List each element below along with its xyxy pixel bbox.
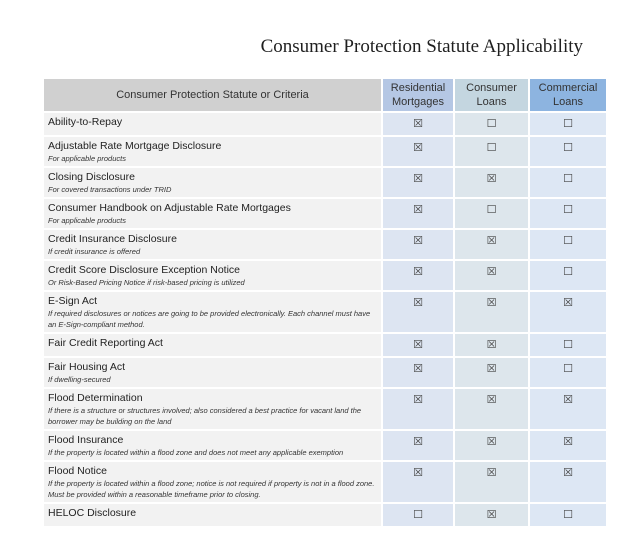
table-row <box>44 292 606 332</box>
residential-checkbox[interactable]: ☐ <box>383 504 453 526</box>
consumer-checkbox[interactable]: ☒ <box>455 168 528 197</box>
residential-checkbox[interactable]: ☒ <box>383 431 453 460</box>
statute-note: If there is a structure or structures involved; also considered a best practice for vacant land the borrower may be building on the land <box>48 406 362 426</box>
table-row <box>44 137 606 166</box>
table-row <box>44 358 606 387</box>
statute-cell <box>44 462 381 502</box>
consumer-checkbox[interactable]: ☒ <box>455 334 528 356</box>
consumer-checkbox[interactable]: ☒ <box>455 389 528 429</box>
consumer-checkbox[interactable]: ☒ <box>455 358 528 387</box>
commercial-checkbox[interactable]: ☐ <box>530 137 606 166</box>
commercial-checkbox[interactable]: ☐ <box>530 113 606 135</box>
commercial-checkbox[interactable]: ☐ <box>530 168 606 197</box>
statute-cell <box>44 431 381 460</box>
residential-checkbox[interactable]: ☒ <box>383 292 453 332</box>
statute-note: If the property is located within a flood zone; notice is not required if property is not in a flood zone. Must be provided within a reasonable timeframe prior to closing. <box>48 479 375 499</box>
statute-name: Closing Disclosure <box>48 171 135 183</box>
consumer-checkbox[interactable]: ☒ <box>455 261 528 290</box>
consumer-checkbox[interactable]: ☐ <box>455 137 528 166</box>
table-row <box>44 389 606 429</box>
page-title: Consumer Protection Statute Applicability <box>260 36 583 57</box>
statute-note: If the property is located within a flood zone and does not meet any applicable exemption <box>48 448 344 457</box>
commercial-checkbox[interactable]: ☐ <box>530 334 606 356</box>
header-consumer: Consumer Loans <box>455 79 528 111</box>
statute-name: HELOC Disclosure <box>48 507 137 519</box>
statute-cell <box>44 168 381 197</box>
statute-name: Flood Determination <box>48 392 143 404</box>
commercial-checkbox[interactable]: ☒ <box>530 431 606 460</box>
commercial-checkbox[interactable]: ☒ <box>530 292 606 332</box>
statute-note: If credit insurance is offered <box>48 247 141 256</box>
table-row <box>44 462 606 502</box>
statute-name: E-Sign Act <box>48 295 98 307</box>
residential-checkbox[interactable]: ☒ <box>383 358 453 387</box>
table-row <box>44 504 606 526</box>
table-row <box>44 334 606 356</box>
residential-checkbox[interactable]: ☒ <box>383 462 453 502</box>
statute-table <box>42 77 608 528</box>
consumer-checkbox[interactable]: ☐ <box>455 113 528 135</box>
statute-name: Fair Credit Reporting Act <box>48 337 163 349</box>
residential-checkbox[interactable]: ☒ <box>383 199 453 228</box>
statute-name: Flood Notice <box>48 465 107 477</box>
table-header-row <box>44 79 606 111</box>
statute-cell <box>44 358 381 387</box>
residential-checkbox[interactable]: ☒ <box>383 230 453 259</box>
statute-name: Adjustable Rate Mortgage Disclosure <box>48 140 222 152</box>
consumer-checkbox[interactable]: ☐ <box>455 199 528 228</box>
residential-checkbox[interactable]: ☒ <box>383 137 453 166</box>
statute-name: Consumer Handbook on Adjustable Rate Mortgages <box>48 202 291 214</box>
statute-note: Or Risk-Based Pricing Notice if risk-based pricing is utilized <box>48 278 245 287</box>
statute-name: Ability-to-Repay <box>48 116 123 128</box>
statute-note: For covered transactions under TRID <box>48 185 172 194</box>
statute-note: For applicable products <box>48 216 126 225</box>
statute-cell <box>44 199 381 228</box>
commercial-checkbox[interactable]: ☐ <box>530 504 606 526</box>
statute-cell <box>44 292 381 332</box>
statute-cell <box>44 137 381 166</box>
table-row <box>44 168 606 197</box>
consumer-checkbox[interactable]: ☒ <box>455 230 528 259</box>
residential-checkbox[interactable]: ☒ <box>383 334 453 356</box>
table-row <box>44 261 606 290</box>
statute-name: Credit Score Disclosure Exception Notice <box>48 264 240 276</box>
residential-checkbox[interactable]: ☒ <box>383 389 453 429</box>
consumer-checkbox[interactable]: ☒ <box>455 431 528 460</box>
header-criteria: Consumer Protection Statute or Criteria <box>44 79 381 111</box>
header-residential: Residential Mortgages <box>383 79 453 111</box>
table-row <box>44 431 606 460</box>
residential-checkbox[interactable]: ☒ <box>383 113 453 135</box>
commercial-checkbox[interactable]: ☐ <box>530 261 606 290</box>
table-row <box>44 199 606 228</box>
statute-cell <box>44 389 381 429</box>
statute-cell <box>44 334 381 356</box>
commercial-checkbox[interactable]: ☐ <box>530 230 606 259</box>
statute-note: If required disclosures or notices are going to be provided electronically. Each channel must have an E-Sign-compliant method. <box>48 309 371 329</box>
statute-note: If dwelling-secured <box>48 375 111 384</box>
statute-note: For applicable products <box>48 154 126 163</box>
statute-cell <box>44 504 381 526</box>
header-commercial: Commercial Loans <box>530 79 606 111</box>
consumer-checkbox[interactable]: ☒ <box>455 292 528 332</box>
table-row <box>44 113 606 135</box>
statute-cell <box>44 261 381 290</box>
residential-checkbox[interactable]: ☒ <box>383 261 453 290</box>
commercial-checkbox[interactable]: ☒ <box>530 389 606 429</box>
table-row <box>44 230 606 259</box>
commercial-checkbox[interactable]: ☐ <box>530 199 606 228</box>
table-body <box>44 113 606 526</box>
statute-cell <box>44 230 381 259</box>
commercial-checkbox[interactable]: ☐ <box>530 358 606 387</box>
statute-name: Flood Insurance <box>48 434 124 446</box>
statute-name: Fair Housing Act <box>48 361 126 373</box>
consumer-checkbox[interactable]: ☒ <box>455 462 528 502</box>
statute-name: Credit Insurance Disclosure <box>48 233 177 245</box>
statute-cell <box>44 113 381 135</box>
residential-checkbox[interactable]: ☒ <box>383 168 453 197</box>
consumer-checkbox[interactable]: ☒ <box>455 504 528 526</box>
commercial-checkbox[interactable]: ☒ <box>530 462 606 502</box>
